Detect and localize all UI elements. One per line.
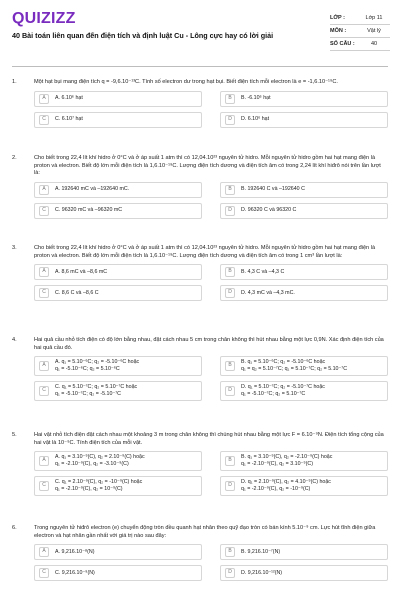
meta-panel [330, 12, 390, 51]
option-text: A. 9,216.10⁻⁸(N) [55, 548, 95, 555]
meta-key: MÔN : [330, 28, 347, 34]
option-c[interactable] [34, 381, 202, 401]
option-letter: A [39, 185, 49, 195]
option-letter: B [225, 361, 235, 371]
option-d[interactable] [220, 476, 388, 496]
answer-options [34, 91, 388, 128]
option-text: A. q₁ = 5.10⁻⁶C; q₂ = -5.10⁻⁶C hoặc q₁ = -5.10⁻⁶C; q₂ = 5.10⁻⁶C [55, 359, 140, 373]
question-number: 2. [12, 155, 17, 161]
question-number: 1. [12, 79, 17, 85]
question-4 [12, 337, 388, 401]
meta-value: Lớp 11 [365, 15, 383, 21]
option-text: B. 9,216.10⁻⁷(N) [241, 548, 281, 555]
answer-options [34, 451, 388, 496]
meta-value: Vật lý [367, 28, 381, 34]
option-letter: A [39, 456, 49, 466]
meta-key: SỐ CÂU : [330, 41, 355, 47]
option-text: C. q₁ = 2.10⁻⁹(C), q₂ = -10⁻⁹(C) hoặc q₁ = -2.10⁻⁹(C), q₂ = 10⁻⁹(C) [55, 479, 143, 493]
option-letter: D [225, 386, 235, 396]
option-letter: A [39, 361, 49, 371]
question-text: Hai vật nhỏ tích điện đặt cách nhau một khoảng 3 m trong chân không thì chúng hút nhau bằng một lực F = 6.10⁻⁹N. Điện tích tổng cộng của hai vật là 10⁻⁹C. Tính điện tích của mỗi vật. [34, 432, 384, 446]
option-c[interactable] [34, 203, 202, 219]
option-text: B. q₁ = 5.10⁻⁶C; q₂ = -5.10⁻⁶C hoặc q₁ = q₂ = 5.10⁻⁷C; q₁ = 5.10⁻⁷C; q₂ = 5.10⁻⁷C [241, 359, 348, 373]
option-c[interactable] [34, 112, 202, 128]
option-letter: B [225, 267, 235, 277]
option-text: A. 8,6 mC và –8,6 mC [55, 268, 108, 275]
option-d[interactable] [220, 112, 388, 128]
question-text: Một hạt bụi mang điện tích q = -9,6.10⁻¹³C. Tính số electron dư trong hạt bụi. Biết điện tích mỗi electron là e = -1,6.10⁻¹⁹C. [34, 79, 338, 85]
option-text: D. 9,216.10⁻¹²(N) [241, 569, 283, 576]
option-b[interactable] [220, 182, 388, 198]
option-a[interactable] [34, 264, 202, 280]
option-text: A. 6.10⁶ hạt [55, 95, 83, 102]
option-letter: D [225, 568, 235, 578]
option-c[interactable] [34, 476, 202, 496]
option-letter: D [225, 288, 235, 298]
option-text: B. 192640 C và –192640 C [241, 186, 305, 193]
option-a[interactable] [34, 91, 202, 107]
option-text: A. 192640 mC và –192640 mC. [55, 186, 130, 193]
question-number: 5. [12, 432, 17, 438]
meta-row-subject [330, 25, 390, 38]
option-text: C. q₁ = 5.10⁻⁷C; q₂ = 5.10⁻⁷C hoặc q₁ = -5.10⁻⁷C; q₂ = -5.10⁻⁷C [55, 384, 138, 398]
option-letter: C [39, 386, 49, 396]
option-text: C. 9,216.10⁻⁹(N) [55, 569, 95, 576]
option-text: A. q₁ = 3.10⁻⁹(C), q₂ = 2.10⁻⁹(C) hoặc q₁ = -2.10⁻⁹(C), q₂ = -3.10⁻⁹(C) [55, 454, 145, 468]
meta-row-count [330, 38, 390, 51]
option-d[interactable] [220, 381, 388, 401]
question-number: 4. [12, 337, 17, 343]
option-letter: C [39, 206, 49, 216]
answer-options [34, 356, 388, 401]
option-text: D. 6.10⁶ hạt [241, 116, 270, 123]
page-title: 40 Bài toán liên quan đến điện tích và định luật Cu - Lông cực hay có lời giải [12, 31, 274, 40]
option-letter: D [225, 206, 235, 216]
option-letter: A [39, 547, 49, 557]
option-b[interactable] [220, 91, 388, 107]
option-b[interactable] [220, 451, 388, 471]
option-letter: B [225, 547, 235, 557]
question-text: Hai quả cầu nhỏ tích điện có độ lớn bằng nhau, đặt cách nhau 5 cm trong chân không thì hút nhau bằng một lực 0,9N. Xác định điện tích của hai quả cầu đó. [34, 337, 384, 351]
question-5 [12, 432, 388, 496]
answer-options [34, 264, 388, 301]
option-text: B. 4,3 C và –4,3 C [241, 268, 285, 275]
option-b[interactable] [220, 544, 388, 560]
option-text: B. -6.10⁶ hạt [241, 95, 271, 102]
answer-options [34, 544, 388, 581]
question-6 [12, 525, 388, 581]
question-text: Cho biết trong 22,4 lít khí hidro ở 0°C và ở áp suất 1 atm thì có 12,04.10²³ nguyên tử hidro. Mỗi nguyên tử hidro gồm hai hạt mang điện là proton và electron. Biết độ lớn mỗi điện tích là 1,6.10⁻¹⁹C. Lượng điện tích dương và điện tích âm có trong 2,24 lít khí hiđrô nói trên lần lượt là: [34, 155, 381, 177]
option-letter: C [39, 288, 49, 298]
option-text: D. 4,3 mC và –4,3 mC. [241, 289, 295, 296]
option-letter: C [39, 481, 49, 491]
meta-row-class [330, 12, 390, 25]
option-a[interactable] [34, 451, 202, 471]
option-a[interactable] [34, 544, 202, 560]
question-2 [12, 155, 388, 219]
option-letter: D [225, 481, 235, 491]
option-d[interactable] [220, 285, 388, 301]
question-text: Trong nguyên tử hiđrô electron (e) chuyển động tròn đều quanh hạt nhân theo quỹ đạo tròn có bán kính 5.10⁻⁹ cm. Lực hút tĩnh điện giữa electron và hạt nhân gần nhất với giá trị nào sau đây: [34, 525, 376, 539]
option-a[interactable] [34, 182, 202, 198]
header-divider [12, 66, 388, 67]
option-text: C. 8,6 C và –8,6 C [55, 289, 99, 296]
option-d[interactable] [220, 565, 388, 581]
option-letter: D [225, 115, 235, 125]
option-b[interactable] [220, 356, 388, 376]
option-text: D. q₁ = 2.10⁻⁹(C), q₂ = 4.10⁻⁹(C) hoặc q₁ = -2.10⁻⁹(C), q₂ = -10⁻⁹(C) [241, 479, 331, 493]
meta-value: 40 [370, 41, 378, 47]
question-3 [12, 245, 388, 301]
option-letter: C [39, 115, 49, 125]
option-text: C. 96320 mC và –96320 mC [55, 207, 123, 214]
option-b[interactable] [220, 264, 388, 280]
option-letter: A [39, 94, 49, 104]
question-1 [12, 79, 388, 128]
option-d[interactable] [220, 203, 388, 219]
option-letter: B [225, 94, 235, 104]
option-a[interactable] [34, 356, 202, 376]
question-number: 3. [12, 245, 17, 251]
meta-key: LỚP : [330, 15, 345, 21]
option-letter: B [225, 185, 235, 195]
option-letter: B [225, 456, 235, 466]
option-text: D. q₁ = 5.10⁻⁷C; q₂ = -5.10⁻⁷C hoặc q₁ = -5.10⁻⁷C; q₂ = 5.10⁻⁷C [241, 384, 325, 398]
question-text: Cho biết trong 22,4 lít khí hidro ở 0°C và ở áp suất 1 atm thì có 12,04.10²³ nguyên tử hidro. Mỗi nguyên tử hidro gồm hai hạt mang điện là proton và electron. Biết độ lớn mỗi điện tích là 1,6.10⁻¹⁹C. Lượng điện tích dương và điện tích âm có trong 1 cm³ lần lượt là: [34, 245, 376, 259]
option-c[interactable] [34, 565, 202, 581]
option-text: B. q₁ = 3.10⁻⁹(C), q₂ = -2.10⁻⁹(C) hoặc q₁ = -2.10⁻⁹(C), q₂ = 3.10⁻⁹(C) [241, 454, 333, 468]
option-letter: A [39, 267, 49, 277]
option-c[interactable] [34, 285, 202, 301]
question-number: 6. [12, 525, 17, 531]
option-text: D. 96320 C và 96320 C [241, 207, 297, 214]
option-text: C. 6.10⁷ hạt [55, 116, 83, 123]
quizizz-logo: QUIZIZZ [12, 10, 76, 27]
answer-options [34, 182, 388, 219]
option-letter: C [39, 568, 49, 578]
